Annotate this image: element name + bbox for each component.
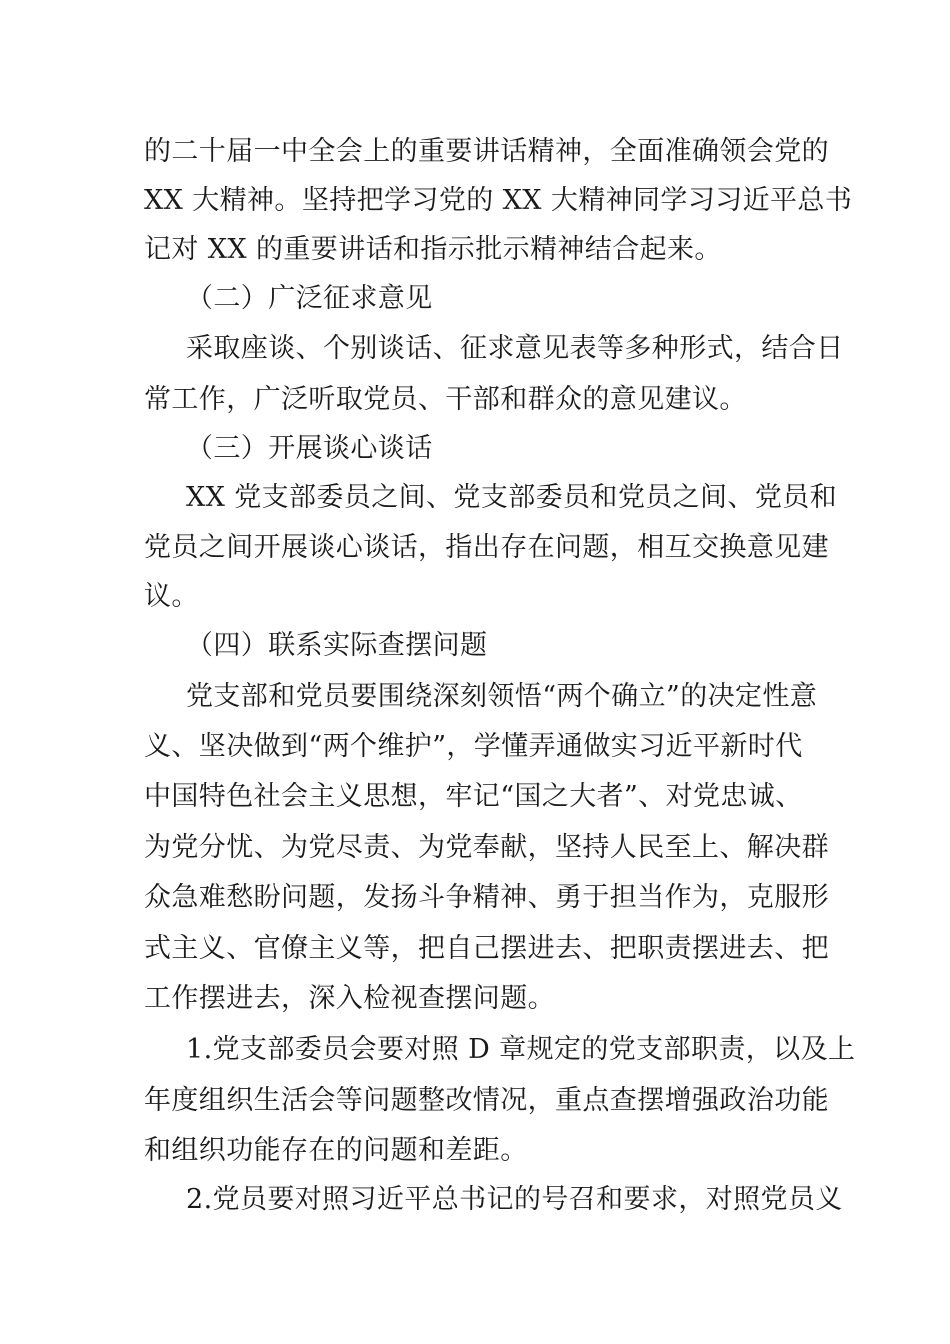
paragraph-start: 采取座谈、个别谈话、征求意见表等多种形式，结合日: [186, 333, 844, 364]
numbered-item: 2.党员要对照习近平总书记的号召和要求，对照党员义: [186, 1184, 843, 1215]
text-line: 常工作，广泛听取党员、干部和群众的意见建议。: [144, 384, 747, 415]
text-line: 的二十届一中全会上的重要讲话精神，全面准确领会党的: [144, 136, 829, 167]
text-line: 年度组织生活会等问题整改情况，重点查摆增强政治功能: [144, 1085, 829, 1116]
text-line: 式主义、官僚主义等，把自己摆进去、把职责摆进去、把: [144, 933, 829, 964]
section-heading: （四）联系实际查摆问题: [186, 630, 488, 661]
text-line: 和组织功能存在的问题和差距。: [144, 1135, 528, 1166]
text-line: 议。: [144, 581, 199, 612]
section-heading: （二）广泛征求意见: [186, 283, 433, 314]
text-line: 党员之间开展谈心谈话，指出存在问题，相互交换意见建: [144, 532, 829, 563]
section-heading: （三）开展谈心谈话: [186, 433, 433, 464]
text-line: XX 大精神。坚持把学习党的 XX 大精神同学习习近平总书: [144, 185, 853, 216]
text-line: 众急难愁盼问题，发扬斗争精神、勇于担当作为，克服形: [144, 882, 829, 913]
text-line: 义、坚决做到“两个维护”，学懂弄通做实习近平新时代: [144, 731, 803, 762]
paragraph-start: XX 党支部委员之间、党支部委员和党员之间、党员和: [186, 482, 838, 513]
text-line: 为党分忧、为党尽责、为党奉献，坚持人民至上、解决群: [144, 832, 829, 863]
text-line: 中国特色社会主义思想，牢记“国之大者”、对党忠诚、: [144, 781, 803, 812]
text-line: 记对 XX 的重要讲话和指示批示精神结合起来。: [144, 234, 722, 265]
paragraph-start: 党支部和党员要围绕深刻领悟“两个确立”的决定性意: [186, 681, 818, 712]
numbered-item: 1.党支部委员会要对照 D 章规定的党支部职责，以及上: [186, 1034, 856, 1065]
text-line: 工作摆进去，深入检视查摆问题。: [144, 983, 555, 1014]
